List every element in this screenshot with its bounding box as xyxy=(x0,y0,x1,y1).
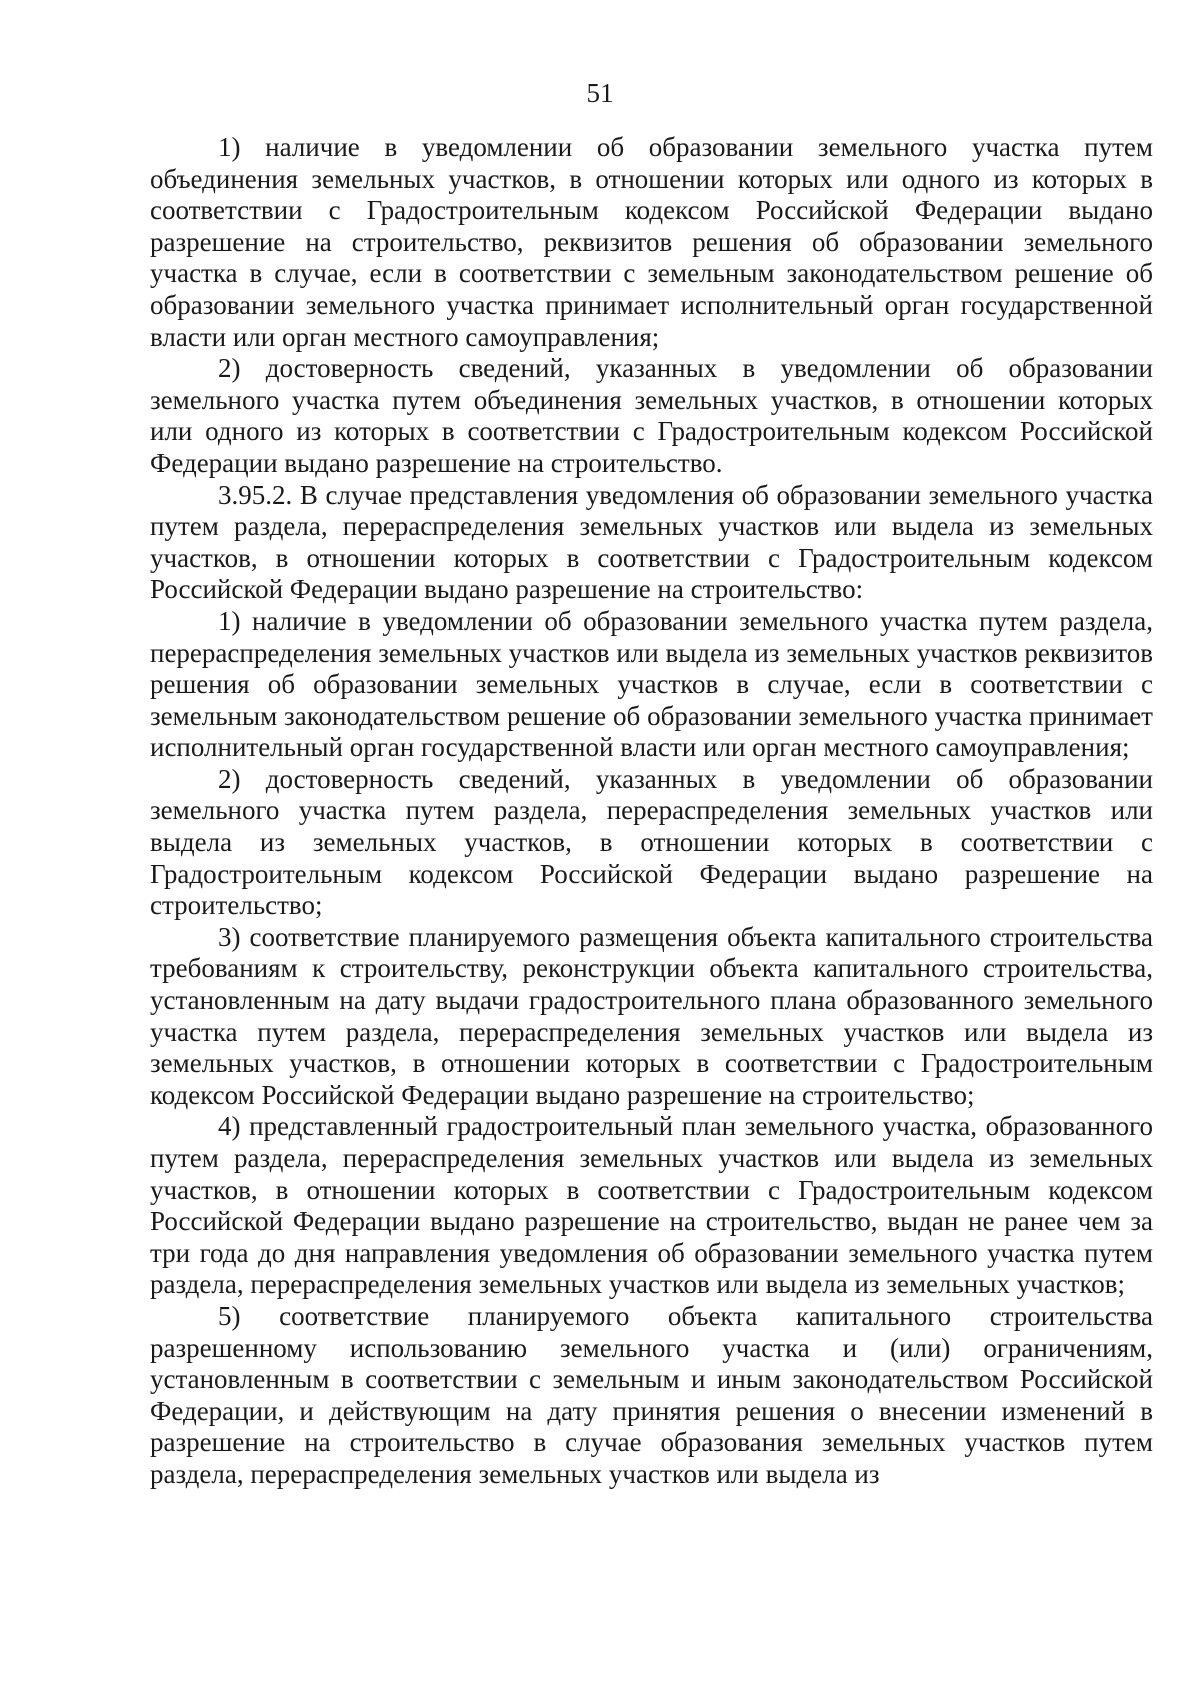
paragraph-item-3-compliance: 3) соответствие планируемого размещения объекта капитального строительства требованиям к строительству, реконструкции объекта капитального строительства, установленным на дату выдачи градостроительного плана образованного земельного участка путем раздела, перераспределения земельных участков или выдела из земельных участков, в отношении которых в соответствии с Градостроительным кодексом Российской Федерации выдано разрешение на строительство; xyxy=(150,921,1153,1110)
page-number: 51 xyxy=(586,78,614,108)
paragraph-item-1-division-details: 1) наличие в уведомлении об образовании земельного участка путем раздела, перераспределения земельных участков или выдела из земельных участков реквизитов решения об образовании земельных участков в случае, если в соответствии с земельным законодательством решение об образовании земельного участка принимает исполнительный орган государственной власти или орган местного самоуправления; xyxy=(150,605,1153,763)
document-body xyxy=(150,132,1153,1491)
paragraph-item-2-merge-accuracy: 2) достоверность сведений, указанных в уведомлении об образовании земельного участка путем объединения земельных участков, в отношении которых или одного из которых в соответствии с Градостроительным кодексом Российской Федерации выдано разрешение на строительство. xyxy=(150,353,1153,478)
paragraph-item-5-permitted-use: 5) соответствие планируемого объекта капитального строительства разрешенному использованию земельного участка и (или) ограничениям, установленным в соответствии с земельным и иным законодательством Российской Федерации, и действующим на дату принятия решения о внесении изменений в разрешение на строительство в случае образования земельных участков путем раздела, перераспределения земельных участков или выдела из xyxy=(150,1300,1153,1489)
paragraph-item-1-merge-details: 1) наличие в уведомлении об образовании земельного участка путем объединения земельных участков, в отношении которых или одного из которых в соответствии с Градостроительным кодексом Российской Федерации выдано разрешение на строительство, реквизитов решения об образовании земельного участка в случае, если в соответствии с земельным законодательством решение об образовании земельного участка принимает исполнительный орган государственной власти или орган местного самоуправления; xyxy=(150,132,1153,352)
paragraph-item-4-urban-plan: 4) представленный градостроительный план земельного участка, образованного путем раздела, перераспределения земельных участков или выдела из земельных участков, в отношении которых в соответствии с Градостроительным кодексом Российской Федерации выдано разрешение на строительство, выдан не ранее чем за три года до дня направления уведомления об образовании земельного участка путем раздела, перераспределения земельных участков или выдела из земельных участков; xyxy=(150,1111,1153,1300)
paragraph-section-3-95-2: 3.95.2. В случае представления уведомления об образовании земельного участка путем раздела, перераспределения земельных участков или выдела из земельных участков, в отношении которых в соответствии с Градостроительным кодексом Российской Федерации выдано разрешение на строительство: xyxy=(150,479,1153,605)
paragraph-item-2-division-accuracy: 2) достоверность сведений, указанных в уведомлении об образовании земельного участка путем раздела, перераспределения земельных участков или выдела из земельных участков, в отношении которых в соответствии с Градостроительным кодексом Российской Федерации выдано разрешение на строительство; xyxy=(150,763,1153,921)
